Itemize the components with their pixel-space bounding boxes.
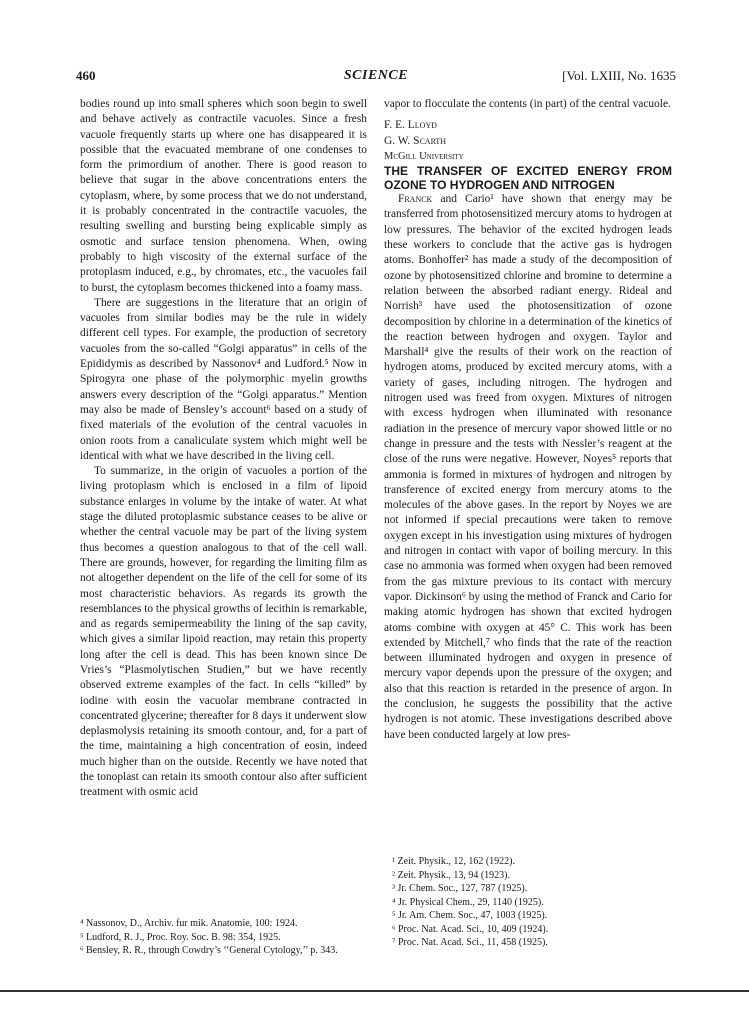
footnote: ⁶ Bensley, R. R., through Cowdry’s ‘‘General Cytology,’’ p. 343. — [80, 945, 338, 956]
author-affiliation: McGill University — [384, 150, 464, 162]
footnote: ⁶ Proc. Nat. Acad. Sci., 10, 409 (1924). — [392, 923, 549, 935]
footnote: ² Zeit. Physik., 13, 94 (1923). — [392, 869, 510, 881]
left-column — [80, 97, 367, 801]
right-column — [384, 97, 672, 743]
footnote: ⁵ Jr. Am. Chem. Soc., 47, 1003 (1925). — [392, 910, 548, 921]
page-number: 460 — [76, 68, 96, 83]
article-text: and Cario¹ have shown that energy may be transferred from photosensitized mercury atoms to hydrogen at low pressures. The behavior of the excited hydrogen leads these workers to conclude that the active gas is hydrogen atoms. Bonhoffer² has made a study of the decomposition of ozone by photosensitized chlorine and bromine to determine a relation between the absorbed radiant energy. Rideal and Norrish³ have used the photosensitization of ozone decomposition by chlorine in a determination of the kinetics of the reaction between hydrogen and oxygen. Taylor and Marshall⁴ give the results of their work on the reaction of hydrogen atoms, produced by excited mercury atoms, with a variety of gases, including nitrogen. The hydrogen and nitrogen used was freed from oxygen. Mixtures of nitrogen with excess hydrogen when illuminated with resonance radiation in the presence of mercury vapor showed little or no change in pressure and the tests with Nessler’s reagent at the close of the runs were negative. However, Noyes⁵ reports that ammonia is formed in mixtures of hydrogen and nitrogen by transference of excited energy from mercury atoms to the molecules of the above gases. In the report by Noyes we are not informed if special precautions were taken to remove oxygen except in his investigation using mixtures of hydrogen and nitrogen in contact with vapor of boiling mercury. In this case no ammonia was formed when oxygen had been removed from the gas mixture previous to its contact with mercury vapor. Dickinson⁶ by using the method of Franck and Cario for making atomic hydrogen has shown that excited hydrogen atoms combine with oxygen at 45° C. This work has been extended by Mitchell,⁷ who finds that the rate of the reaction between illuminated hydrogen and oxygen in presence of mercury vapor depends upon the pressure of the oxygen; and also that this reaction is retarded in the presence of argon. In the conclusion, he suggests the possibility that the active hydrogen is not atomic. These investigations described above have been conducted largely at low pres- — [384, 193, 672, 741]
article-title: THE TRANSFER OF EXCITED ENERGY FROM OZONE TO HYDROGEN AND NITROGEN — [384, 164, 672, 193]
footnote: ⁵ Ludford, R. J., Proc. Roy. Soc. B. 98: 354, 1925. — [80, 931, 281, 943]
running-header — [76, 68, 676, 88]
footnote: ⁴ Nassonov, D., Archiv. fur mik. Anatomie, 100: 1924. — [80, 918, 298, 929]
left-footnotes — [80, 917, 367, 958]
body-paragraph: bodies round up into small spheres which soon begin to swell and behave actively as contractile vacuoles. Since a fresh vacuole frequently starts up where one has disappeared it is possible that the evacuated membrane of one condenses to form the primordium of another. There is good reason to believe that sugar in the above concentrations enters the cytoplasm, where, by some process that we do not understand, it is probably concentrated in the contractile vacuoles, the resulting swelling and bursting being explicable simply as osmotic and surface tension phenomena. When, owing probably to high viscosity of the external surface of the protoplasm induced, e.g., by chromates, etc., the vacuoles fail to burst, the cytoplasm becomes thickened into a foamy mass. — [80, 98, 367, 294]
journal-title: SCIENCE — [343, 68, 409, 83]
footnote: ¹ Zeit. Physik., 12, 162 (1922). — [392, 856, 515, 867]
lead-word: Franck — [398, 193, 433, 206]
page-bottom-rule — [0, 990, 749, 992]
volume-info: [Vol. LXIII, No. 1635 — [562, 68, 676, 83]
article-paragraph — [384, 192, 672, 743]
footnote: ⁴ Jr. Physical Chem., 29, 1140 (1925). — [392, 896, 544, 908]
body-paragraph: There are suggestions in the literature that an origin of vacuoles from similar bodies may be the rule in widely different cell types. For example, the production of secretory vacuoles from the so-called “Golgi apparatus” in cells of the Epididymis as described by Nassonov⁴ and Ludford.⁵ Now in Spirogyra one phase of the polymorphic myelin growths answers every description of the “Golgi apparatus.” Mention may also be made of Bensley’s account⁶ based on a study of fixed materials of the evolution of the central vacuoles in onion roots from a canaliculate system which might well be identical with what we have described in the living cell. — [80, 296, 367, 462]
author-signature: F. E. Lloyd — [384, 119, 437, 132]
footnote: ⁷ Proc. Nat. Acad. Sci., 11, 458 (1925). — [392, 937, 548, 948]
right-footnotes — [392, 855, 672, 950]
body-paragraph: To summarize, in the origin of vacuoles a portion of the living protoplasm which is enclosed in a film of lipoid substance enlarges in volume by the intake of water. At what stage the diluted protoplasmic substance ceases to be alive or whether the central vacuole may be part of the living system thus becomes a question analogous to that of the cell wall. There are grounds, however, for regarding the limiting film as not altogether dependent on the life of the cell for some of its most characteristic behaviors. As regards its growth the resemblances to the physical growths of lecithin is remarkable, and as regards semipermeability the lining of the sap cavity, which gives a similar lipoid reaction, may retain this property long after the cell is dead. This has been known since De Vries’s “Plasmolytischen Studien,” but we have recently observed extreme examples of the fact. In cells “killed” by iodine with eosin the vacuolar membrane contracted in concentrated glycerine; thereafter for 8 days it underwent slow deplasmolysis retaining its smooth contour, and, for a part of the time, maintaining a high concentration of eosin, indeed much higher than on the outside. Recently we have noted that the tonoplast can retain its smooth contour also after sufficient treatment with osmic acid — [80, 465, 367, 799]
footnote: ³ Jr. Chem. Soc., 127, 787 (1925). — [392, 883, 528, 894]
continued-paragraph: vapor to flocculate the contents (in part) of the central vacuole. — [384, 98, 671, 110]
author-signature: G. W. Scarth — [384, 134, 447, 147]
